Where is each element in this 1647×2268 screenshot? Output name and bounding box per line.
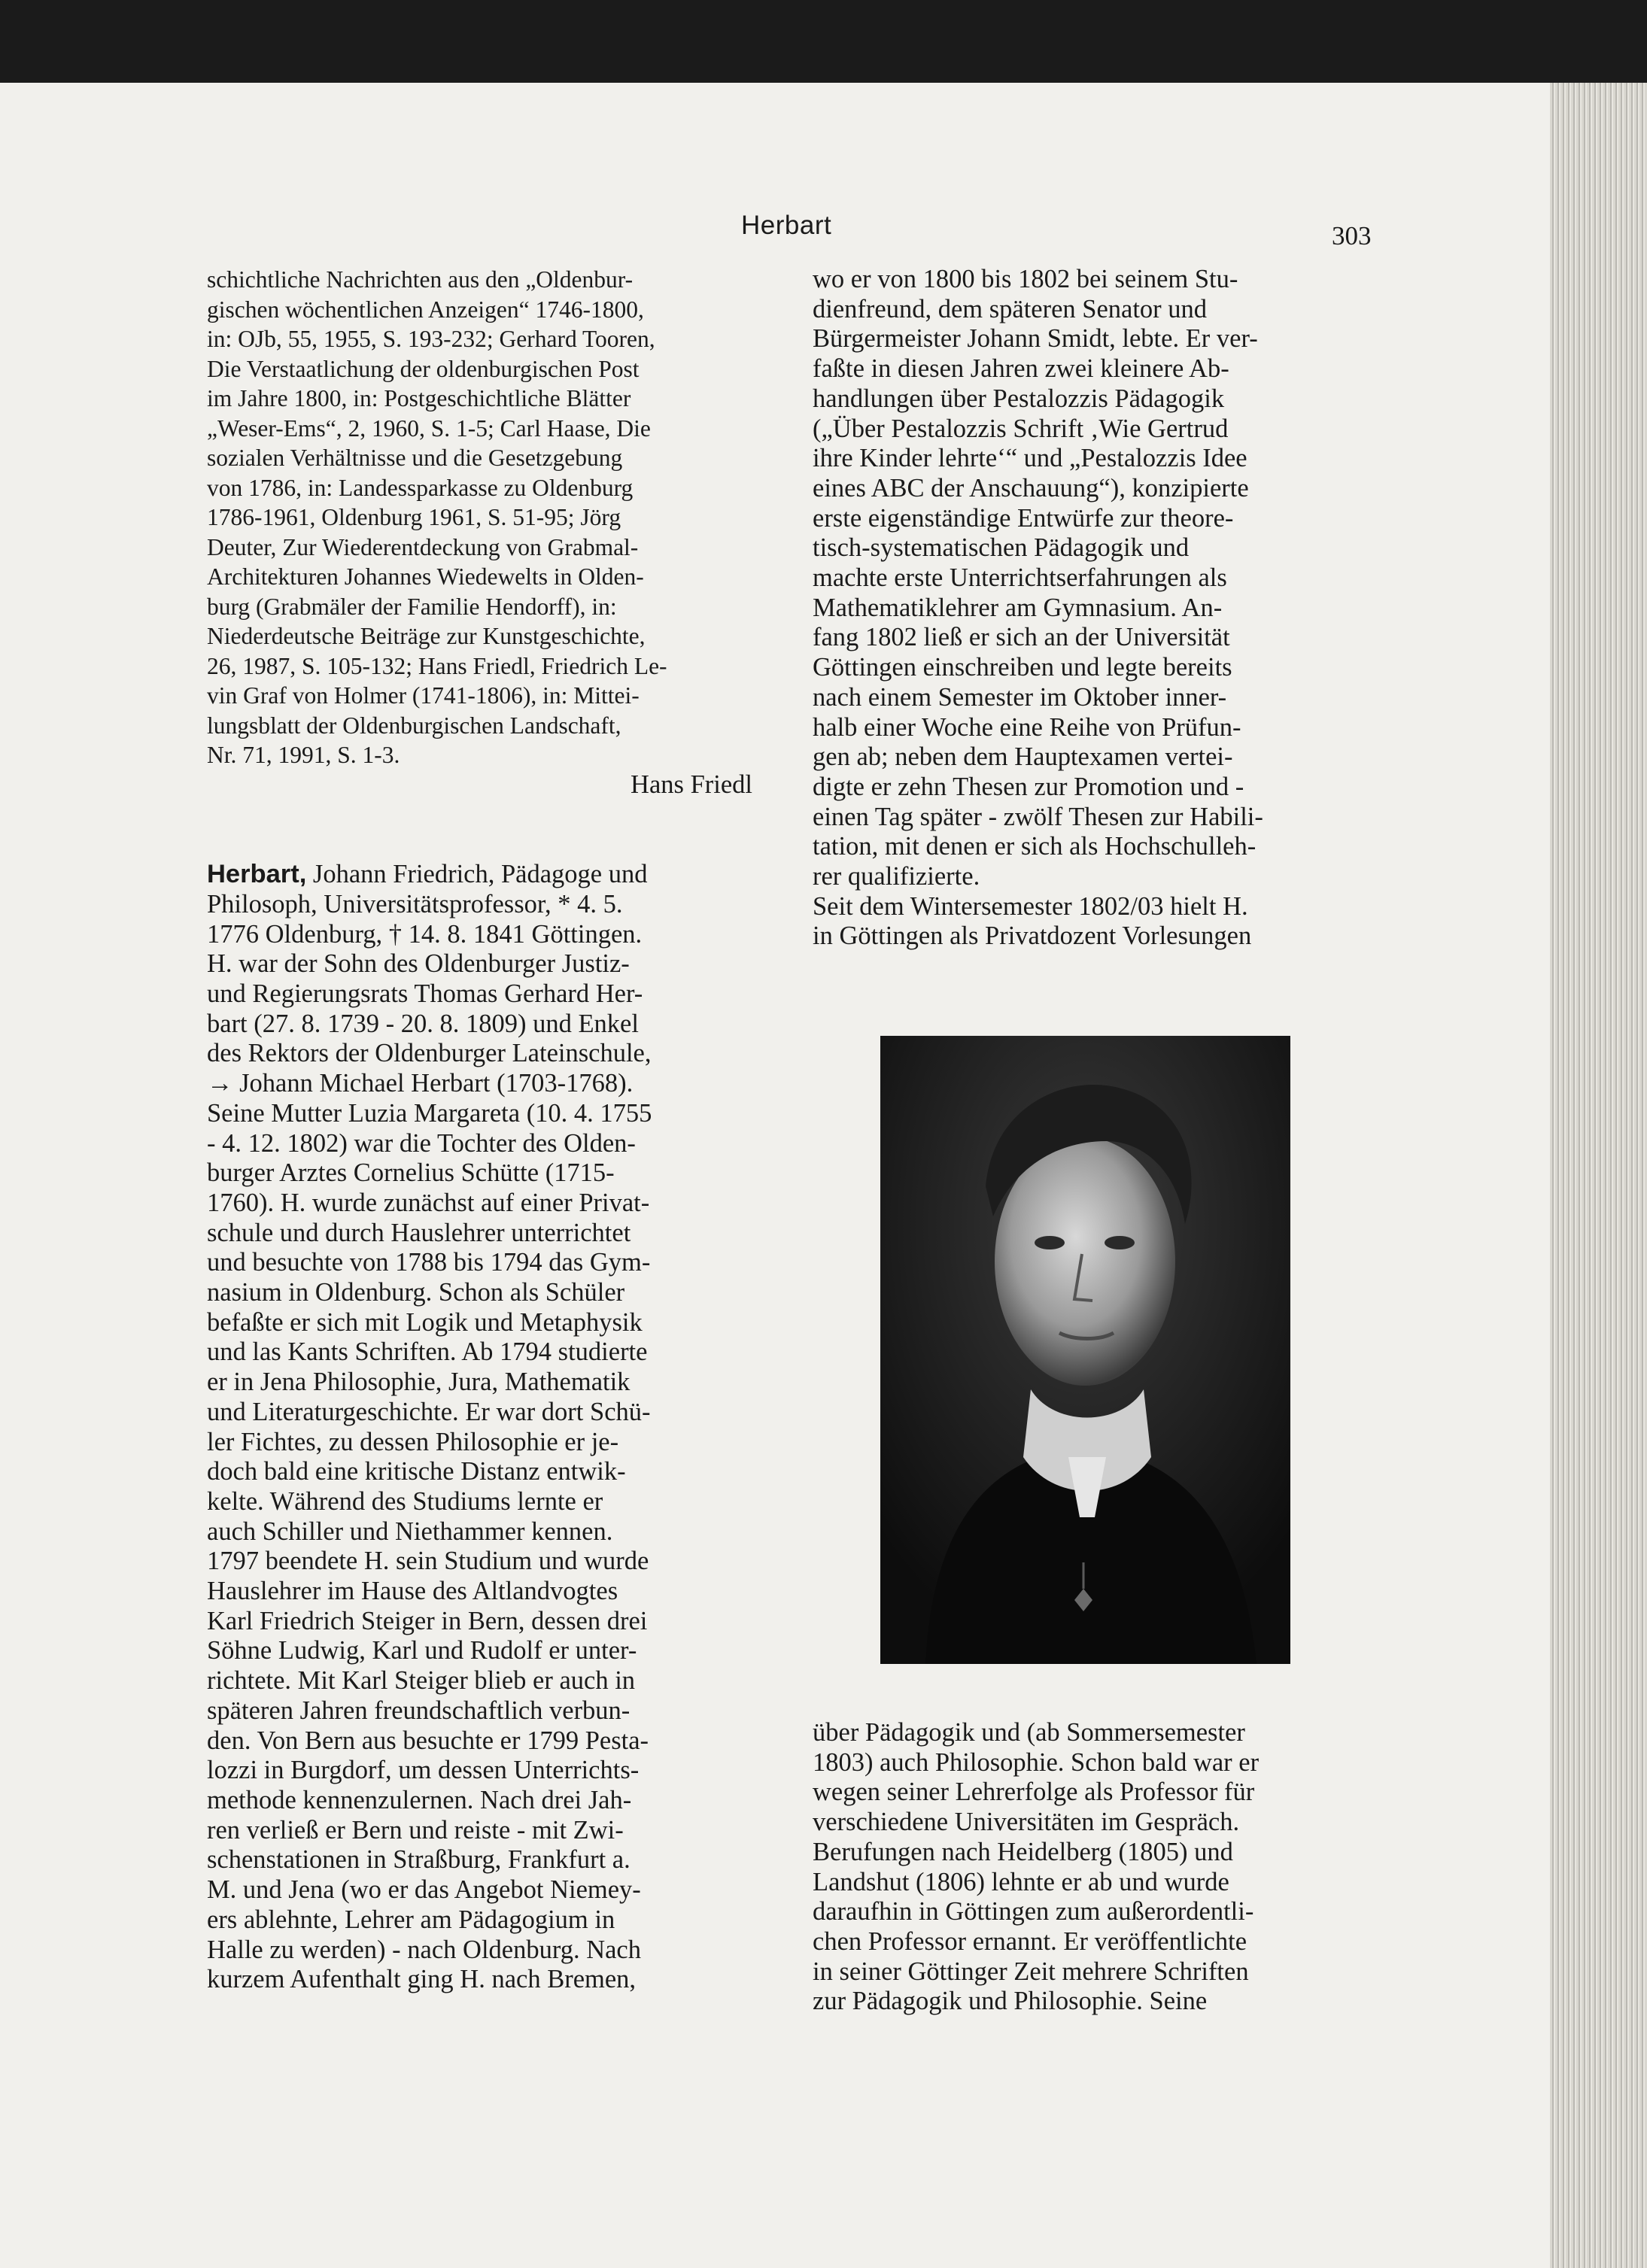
- body-line: wo er von 1800 bis 1802 bei seinem Stu-: [813, 265, 1238, 293]
- body-line: fang 1802 ließ er sich an der Universität: [813, 623, 1230, 652]
- body-line: rer qualifizierte.: [813, 862, 980, 891]
- body-line: tisch-systematischen Pädagogik und: [813, 533, 1190, 563]
- body-line: Göttingen einschreiben und legte bereits: [813, 653, 1232, 682]
- body-line: daraufhin in Göttingen zum außerordentli-: [813, 1897, 1254, 1926]
- bibliography-line: burg (Grabmäler der Familie Hendorff), in:: [207, 593, 617, 620]
- author-signature: Hans Friedl: [631, 770, 752, 799]
- entry-line: ren verließ er Bern und reiste - mit Zwi-: [207, 1815, 624, 1844]
- running-head: Herbart: [741, 211, 832, 240]
- body-line: nach einem Semester im Oktober inner-: [813, 682, 1227, 712]
- entry-line: befaßte er sich mit Logik und Metaphysik: [207, 1307, 643, 1337]
- entry-line: kelte. Während des Studiums lernte er: [207, 1486, 603, 1516]
- bibliography-line: schichtliche Nachrichten aus den „Oldenbur-: [207, 266, 634, 293]
- entry-line: methode kennenzulernen. Nach drei Jah-: [207, 1786, 632, 1814]
- entry-line: → Johann Michael Herbart (1703-1768).: [207, 1069, 634, 1098]
- entry-line: Halle zu werden) - nach Oldenburg. Nach: [207, 1935, 641, 1964]
- body-line: faßte in diesen Jahren zwei kleinere Ab-: [813, 354, 1229, 384]
- body-line: („Über Pestalozzis Schrift ‚Wie Gertrud: [813, 414, 1229, 443]
- entry-line: burger Arztes Cornelius Schütte (1715-: [207, 1158, 615, 1188]
- bibliography-line: Nr. 71, 1991, S. 1-3.: [207, 742, 400, 768]
- entry-line: bart (27. 8. 1739 - 20. 8. 1809) und Enkel: [207, 1009, 639, 1038]
- body-line: ihre Kinder lehrte‘“ und „Pestalozzis Idee: [813, 444, 1247, 473]
- bibliography-line: lungsblatt der Oldenburgischen Landschaft,: [207, 712, 621, 739]
- body-line: Landshut (1806) lehnte er ab und wurde: [813, 1867, 1229, 1896]
- bibliography-line: gischen wöchentlichen Anzeigen“ 1746-1800,: [207, 296, 644, 323]
- entry-line: und besuchte von 1788 bis 1794 das Gym-: [207, 1248, 651, 1277]
- body-line: halb einer Woche eine Reihe von Prüfun-: [813, 712, 1241, 742]
- entry-line: richtete. Mit Karl Steiger blieb er auch in: [207, 1666, 636, 1696]
- entry-line: lozzi in Burgdorf, um dessen Unterrichts-: [207, 1756, 640, 1785]
- left-column: [207, 265, 754, 1995]
- entry-line: schule und durch Hauslehrer unterrichtet: [207, 1218, 631, 1247]
- entry-line: ler Fichtes, zu dessen Philosophie er je-: [207, 1427, 619, 1456]
- entry-line: M. und Jena (wo er das Angebot Niemey-: [207, 1875, 641, 1905]
- bibliography-line: 1786-1961, Oldenburg 1961, S. 51-95; Jörg: [207, 504, 621, 530]
- bibliography-line: 26, 1987, S. 105-132; Hans Friedl, Friedrich Le-: [207, 652, 667, 679]
- bibliography-line: Niederdeutsche Beiträge zur Kunstgeschichte,: [207, 623, 646, 649]
- entry-line: er in Jena Philosophie, Jura, Mathematik: [207, 1368, 631, 1397]
- bibliography-line: Die Verstaatlichung der oldenburgischen Post: [207, 355, 640, 382]
- entry-line: Söhne Ludwig, Karl und Rudolf er unter-: [207, 1636, 637, 1665]
- bibliography-line: in: OJb, 55, 1955, S. 193-232; Gerhard Tooren,: [207, 326, 655, 352]
- body-line: 1803) auch Philosophie. Schon bald war er: [813, 1747, 1260, 1777]
- body-line: in seiner Göttinger Zeit mehrere Schriften: [813, 1957, 1249, 1986]
- body-line: verschiedene Universitäten im Gespräch.: [813, 1808, 1240, 1837]
- entry-first-line-text: Johann Friedrich, Pädagoge und: [306, 860, 648, 889]
- bibliography-line: Architekturen Johannes Wiedewelts in Olden-: [207, 563, 644, 590]
- portrait-illustration: [880, 1036, 1290, 1664]
- entry-line: Karl Friedrich Steiger in Bern, dessen drei: [207, 1606, 648, 1635]
- entry-line: Seine Mutter Luzia Margareta (10. 4. 1755: [207, 1098, 652, 1128]
- entry-line: 1776 Oldenburg, † 14. 8. 1841 Göttingen.: [207, 919, 643, 949]
- entry-line: und Literaturgeschichte. Er war dort Schü-: [207, 1397, 651, 1426]
- body-line: zur Pädagogik und Philosophie. Seine: [813, 1987, 1208, 2016]
- entry-line: den. Von Bern aus besuchte er 1799 Pesta-: [207, 1726, 649, 1755]
- bibliography-line: „Weser-Ems“, 2, 1960, S. 1-5; Carl Haase, Die: [207, 414, 651, 442]
- page-header: [0, 211, 1565, 256]
- body-line: Mathematiklehrer am Gymnasium. An-: [813, 593, 1223, 622]
- entry-line: nasium in Oldenburg. Schon als Schüler: [207, 1278, 625, 1307]
- entry-line: Philosoph, Universitätsprofessor, * 4. 5.: [207, 889, 623, 918]
- body-line: einen Tag später - zwölf Thesen zur Habili-: [813, 802, 1263, 831]
- body-line: eines ABC der Anschauung“), konzipierte: [813, 473, 1249, 502]
- body-line: Bürgermeister Johann Smidt, lebte. Er ver-: [813, 324, 1258, 354]
- page-number: 303: [1332, 221, 1372, 250]
- body-line: machte erste Unterrichtserfahrungen als: [813, 563, 1227, 593]
- entry-line: späteren Jahren freundschaftlich verbun-: [207, 1696, 631, 1725]
- entry-first-line: [207, 860, 754, 890]
- body-line: erste eigenständige Entwürfe zur theore-: [813, 503, 1234, 533]
- entry-line: kurzem Aufenthalt ging H. nach Bremen,: [207, 1965, 637, 1994]
- body-line: gen ab; neben dem Hauptexamen vertei-: [813, 742, 1233, 772]
- body-line: in Göttingen als Privatdozent Vorlesungen: [813, 921, 1252, 951]
- body-line: chen Professor ernannt. Er veröffentlichte: [813, 1926, 1247, 1956]
- entry-line: und Regierungsrats Thomas Gerhard Her-: [207, 979, 643, 1009]
- bibliography-line: Deuter, Zur Wiederentdeckung von Grabmal-: [207, 533, 639, 560]
- entry-line: auch Schiller und Niethammer kennen.: [207, 1517, 613, 1546]
- body-line: handlungen über Pestalozzis Pädagogik: [813, 384, 1225, 413]
- body-line: wegen seiner Lehrerfolge als Professor für: [813, 1778, 1255, 1807]
- entry-line: ers ablehnte, Lehrer am Pädagogium in: [207, 1905, 615, 1934]
- entry-line: und las Kants Schriften. Ab 1794 studierte: [207, 1337, 648, 1367]
- entry-gap: [207, 800, 754, 860]
- page-edge-stack: [1550, 83, 1647, 2268]
- body-line: über Pädagogik und (ab Sommersemester: [813, 1718, 1245, 1747]
- entry-line: schenstationen in Straßburg, Frankfurt a.: [207, 1845, 631, 1875]
- portrait-image: [880, 1036, 1290, 1664]
- bibliography-line: sozialen Verhältnisse und die Gesetzgebung: [207, 445, 623, 471]
- body-line: digte er zehn Thesen zur Promotion und -: [813, 772, 1244, 801]
- entry-line: des Rektors der Oldenburger Lateinschule,: [207, 1039, 652, 1068]
- body-line: Seit dem Wintersemester 1802/03 hielt H.: [813, 891, 1248, 921]
- entry-headword: Herbart,: [207, 860, 307, 889]
- entry-line: 1797 beendete H. sein Studium und wurde: [207, 1547, 649, 1576]
- entry-line: Hauslehrer im Hause des Altlandvogtes: [207, 1577, 618, 1606]
- entry-herbart: [207, 860, 754, 1995]
- bibliography-line: vin Graf von Holmer (1741-1806), in: Mittei-: [207, 682, 640, 709]
- body-line: Berufungen nach Heidelberg (1805) und: [813, 1837, 1233, 1866]
- entry-line: 1760). H. wurde zunächst auf einer Privat-: [207, 1188, 650, 1217]
- right-column-top: [813, 265, 1362, 952]
- entry-line: H. war der Sohn des Oldenburger Justiz-: [207, 949, 630, 979]
- bibliography-line: von 1786, in: Landessparkasse zu Oldenburg: [207, 474, 634, 501]
- entry-line: - 4. 12. 1802) war die Tochter des Olden-: [207, 1128, 636, 1158]
- body-line: tation, mit denen er sich als Hochschulleh-: [813, 832, 1257, 861]
- entry-line: doch bald eine kritische Distanz entwik-: [207, 1457, 626, 1486]
- bibliography-line: im Jahre 1800, in: Postgeschichtliche Blätter: [207, 385, 631, 411]
- bibliography: [207, 265, 754, 770]
- right-column-bottom: [813, 1718, 1362, 2017]
- body-line: dienfreund, dem späteren Senator und: [813, 294, 1208, 323]
